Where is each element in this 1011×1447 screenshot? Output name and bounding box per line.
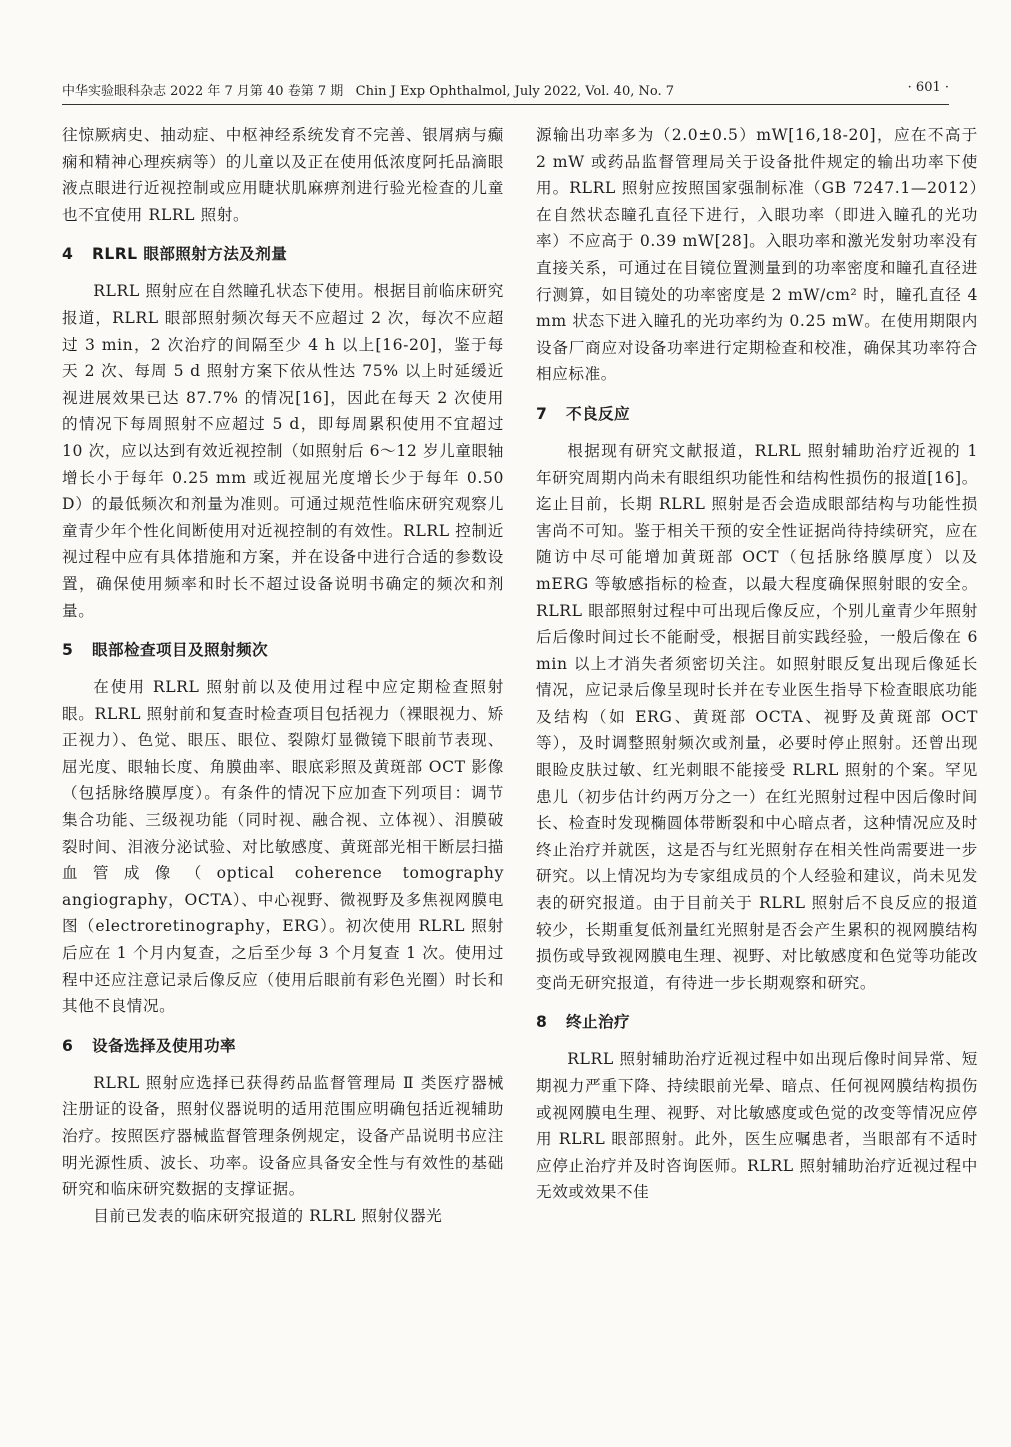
section-number: 6 <box>62 1036 74 1055</box>
section-title: 不良反应 <box>566 404 630 423</box>
section-title: 终止治疗 <box>566 1013 630 1032</box>
section-heading-8 <box>536 1010 978 1034</box>
section-heading-7 <box>536 402 978 426</box>
paragraph: RLRL 照射应选择已获得药品监督管理局 Ⅱ 类医疗器械注册证的设备，照射仪器说明的适用范围应明确包括近视辅助治疗。按照医疗器械监督管理条例规定，设备产品说明书应注明光源性质、波长、功率。设备应具备安全性与有效性的基础研究和临床研究数据的支撑证据。 <box>62 1073 504 1199</box>
section-heading-5 <box>62 638 504 662</box>
journal-name-en: Chin J Exp Ophthalmol, July 2022, Vol. 40, No. 7 <box>355 84 675 99</box>
paragraph: RLRL 照射辅助治疗近视过程中如出现后像时间异常、短期视力严重下降、持续眼前光晕、暗点、任何视网膜结构损伤或视网膜电生理、视野、对比敏感度或色觉的改变等情况应停用 RLRL 眼部照射。此外，医生应嘱患者，当眼部有不适时应停止治疗并及时咨询医师。RLRL 照射辅助治疗近视过程中无效或效果不佳 <box>536 1050 978 1202</box>
paragraph: 根据现有研究文献报道，RLRL 照射辅助治疗近视的 1 年研究周期内尚未有眼组织功能性和结构性损伤的报道[16]。迄止目前，长期 RLRL 照射是否会造成眼部结构与功能性损害尚不可知。鉴于相关干预的安全性证据尚待持续研究，应在随访中尽可能增加黄斑部 OCT（包括脉络膜厚度）以及 mERG 等敏感指标的检查，以最大程度确保照射眼的安全。RLRL 眼部照射过程中可出现后像反应，个别儿童青少年照射后后像时间过长不能耐受，根据目前实践经验，一般后像在 6 min 以上才消失者须密切关注。如照射眼反复出现后像延长情况，应记录后像呈现时长并在专业医生指导下检查眼底功能及结构（如 ERG、黄斑部 OCTA、视野及黄斑部 OCT 等），及时调整照射频次或剂量，必要时停止照射。还曾出现眼睑皮肤过敏、红光刺眼不能接受 RLRL 照射的个案。罕见患儿（初步估计约两万分之一）在红光照射过程中因后像时间长、检查时发现椭圆体带断裂和中心暗点者，这种情况应及时终止治疗并就医，这是否与红光照射存在相关性尚需要进一步研究。以上情况均为专家组成员的个人经验和建议，尚未见发表的研究报道。由于目前关于 RLRL 照射后不良反应的报道较少，长期重复低剂量红光照射是否会产生累积的视网膜结构损伤或导致视网膜电生理、视野、对比敏感度和色觉等功能改变尚无研究报道，有待进一步长期观察和研究。 <box>536 441 978 992</box>
section-number: 8 <box>536 1013 548 1032</box>
paragraph-continued: 源输出功率多为（2.0±0.5）mW[16,18-20]，应在不高于 2 mW 或药品监督管理局关于设备批件规定的输出功率下使用。RLRL 照射应按照国家强制标准（GB 7247.1—2012）在自然状态瞳孔直径下进行，入眼功率（即进入瞳孔的光功率）不应高于 0.39 mW[28]。入眼功率和激光发射功率没有直接关系，可通过在目镜位置测量到的功率密度和瞳孔直径进行测算，如目镜处的功率密度是 2 mW/cm² 时，瞳孔直径 4 mm 状态下进入瞳孔的光功率约为 0.25 mW。在使用期限内设备厂商应对设备功率进行定期检查和校准，确保其功率符合相应标准。 <box>536 126 978 384</box>
section-number: 5 <box>62 641 74 660</box>
page-number: · 601 · <box>907 80 949 95</box>
section-title: 眼部检查项目及照射频次 <box>92 641 268 660</box>
paragraph: 在使用 RLRL 照射前以及使用过程中应定期检查照射眼。RLRL 照射前和复查时检查项目包括视力（裸眼视力、矫正视力）、色觉、眼压、眼位、裂隙灯显微镜下眼前节表现、屈光度、眼轴长度、角膜曲率、眼底彩照及黄斑部 OCT 影像（包括脉络膜厚度）。有条件的情况下应加查下列项目：调节集合功能、三级视功能（同时视、融合视、立体视）、泪膜破裂时间、泪液分泌试验、对比敏感度、黄斑部光相干断层扫描血管成像（optical coherence tomography angiography，OCTA）、中心视野、微视野及多焦视网膜电图（electroretinography，ERG）。初次使用 RLRL 照射后应在 1 个月内复查，之后至少每 3 个月复查 1 次。使用过程中还应注意记录后像反应（使用后眼前有彩色光圈）时长和其他不良情况。 <box>62 678 504 1016</box>
running-header <box>62 80 949 104</box>
section-number: 7 <box>536 404 548 423</box>
left-column <box>62 122 504 1229</box>
paragraph-continued: 往惊厥病史、抽动症、中枢神经系统发育不完善、银屑病与癫痫和精神心理疾病等）的儿童以及正在使用低浓度阿托品滴眼液点眼进行近视控制或应用睫状肌麻痹剂进行验光检查的儿童也不宜使用 RLRL 照射。 <box>62 126 504 224</box>
section-title: RLRL 眼部照射方法及剂量 <box>92 245 288 264</box>
section-heading-4 <box>62 242 504 266</box>
right-column <box>536 122 978 1206</box>
header-divider <box>62 104 949 105</box>
section-title: 设备选择及使用功率 <box>92 1036 236 1055</box>
journal-citation <box>62 80 674 99</box>
paragraph: RLRL 照射应在自然瞳孔状态下使用。根据目前临床研究报道，RLRL 眼部照射频次每天不应超过 2 次，每次不应超过 3 min，2 次治疗的间隔至少 4 h 以上[16-20]，鉴于每天 2 次、每周 5 d 照射方案下依从性达 75% 以上时延缓近视进展效果已达 87.7% 的情况[16]，因此在每天 2 次使用的情况下每周照射不应超过 5 d，即每周累积使用不宜超过 10 次，应以达到有效近视控制（如照射后 6～12 岁儿童眼轴增长小于每年 0.25 mm 或近视屈光度增长少于每年 0.50 D）的最低频次和剂量为准则。可通过规范性临床研究观察儿童青少年个性化间断使用对近视控制的有效性。RLRL 控制近视过程中应有具体措施和方案，并在设备中进行合适的参数设置，确保使用频率和时长不超过设备说明书确定的频次和剂量。 <box>62 282 504 620</box>
section-heading-6 <box>62 1034 504 1058</box>
paragraph: 目前已发表的临床研究报道的 RLRL 照射仪器光 <box>93 1206 443 1225</box>
section-number: 4 <box>62 245 74 264</box>
journal-name-cn: 中华实验眼科杂志 2022 年 7 月第 40 卷第 7 期 <box>62 84 344 99</box>
